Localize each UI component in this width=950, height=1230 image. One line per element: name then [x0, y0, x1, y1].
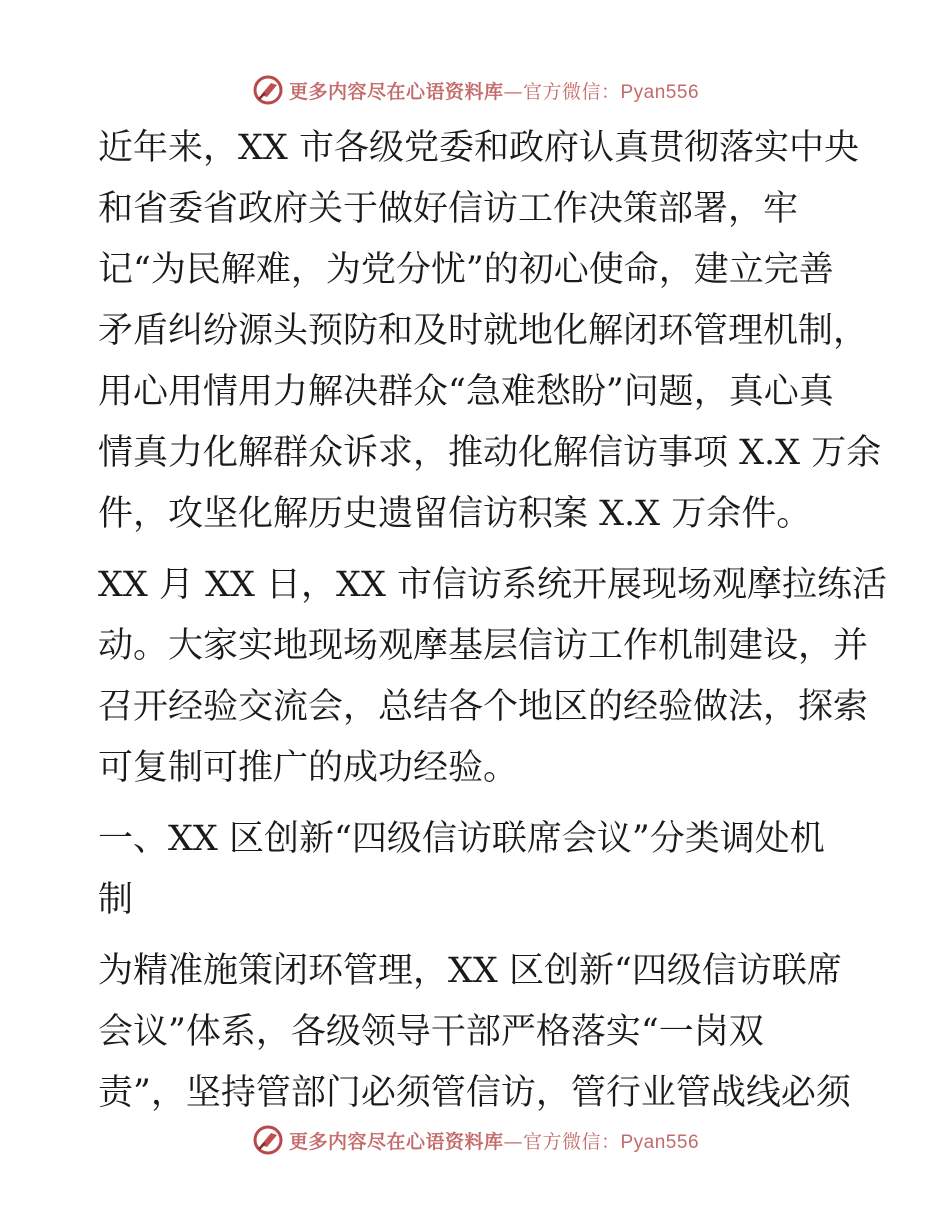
watermark-id: Pyan556 [620, 1131, 700, 1153]
watermark-dash: — [503, 80, 523, 103]
document-body [98, 118, 888, 1134]
text-line: 记“为民解难，为党分忧”的初心使命，建立完善 [98, 250, 834, 290]
text-line: 近年来，XX 市各级党委和政府认真贯彻落实中央 [98, 128, 859, 168]
paragraph [98, 118, 882, 545]
text-line: 召开经验交流会，总结各个地区的经验做法，探索 [98, 687, 869, 727]
brand-logo-icon [251, 73, 285, 107]
section-heading [98, 809, 858, 931]
text-line: XX 月 XX 日，XX 市信访系统开展现场观摩拉练活 [98, 565, 888, 605]
watermark-suffix: 官方微信： [522, 80, 621, 103]
watermark-text [289, 1127, 699, 1154]
paragraph [98, 555, 888, 799]
watermark-dash: — [503, 1130, 523, 1153]
watermark-id: Pyan556 [620, 81, 700, 103]
text-line: 件，攻坚化解历史遗留信访积案 X.X 万余件。 [98, 494, 812, 534]
brand-logo-icon [251, 1123, 285, 1157]
watermark-brand: 更多内容尽在心语资料库 [288, 1130, 504, 1153]
text-line: 用心用情用力解决群众“急难愁盼”问题，真心真 [98, 372, 834, 412]
watermark-header [0, 72, 950, 108]
watermark-footer [0, 1122, 950, 1158]
watermark-brand: 更多内容尽在心语资料库 [288, 80, 504, 103]
text-line: 矛盾纠纷源头预防和及时就地化解闭环管理机制， [98, 311, 869, 351]
text-line: 制 [98, 880, 134, 920]
text-line: 会议”体系，各级领导干部严格落实“一岗双 [98, 1012, 764, 1052]
text-line: 可复制可推广的成功经验。 [98, 748, 519, 788]
text-line: 动。大家实地现场观摩基层信访工作机制建设，并 [98, 626, 869, 666]
text-line: 情真力化解群众诉求，推动化解信访事项 X.X 万余 [98, 433, 882, 473]
text-line: 为精准施策闭环管理，XX 区创新“四级信访联席 [98, 951, 842, 991]
watermark-suffix: 官方微信： [522, 1130, 621, 1153]
watermark-text [289, 77, 699, 104]
text-line: 和省委省政府关于做好信访工作决策部署，牢 [98, 189, 799, 229]
text-line: 一、XX 区创新“四级信访联席会议”分类调处机 [98, 819, 825, 859]
paragraph [98, 941, 858, 1124]
text-line: 责”，坚持管部门必须管信访，管行业管战线必须 [98, 1073, 851, 1113]
